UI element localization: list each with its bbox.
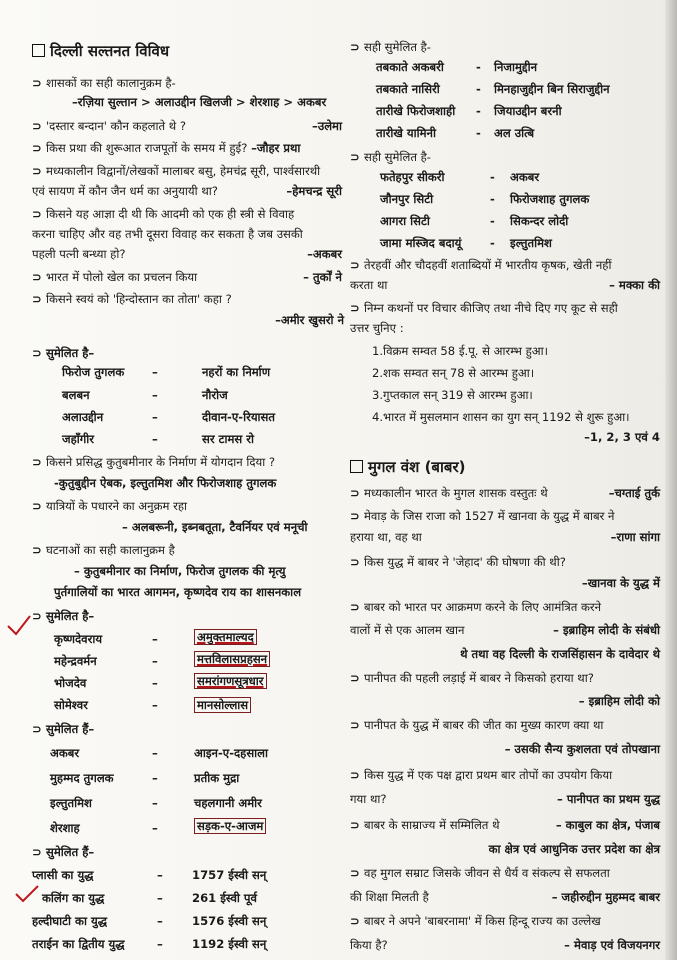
statement-text: 2.शक सम्वत सन् 78 से आरम्भ हुआ।: [372, 366, 535, 380]
match-left: फतेहपुर सीकरी: [380, 170, 445, 184]
question-text: किसने यह आज्ञा दी थी कि आदमी को एक ही स्त्री से विवाह: [46, 207, 295, 221]
match-left: जामा मस्जिद बदायूं: [380, 236, 462, 250]
question: [32, 141, 300, 155]
dash: -: [476, 60, 481, 74]
question: [350, 768, 612, 782]
dash: –: [157, 937, 163, 951]
match-right: [192, 937, 266, 951]
match-row: [62, 432, 94, 446]
question: [350, 555, 566, 569]
question: [32, 292, 232, 306]
question-cont: [32, 227, 303, 241]
match-right-text: अल उत्बि: [494, 126, 535, 140]
bullet-arrow-icon: ⊃: [350, 40, 360, 54]
match-right: [194, 746, 268, 760]
bullet-arrow-icon: ⊃: [350, 718, 360, 732]
bullet-arrow-icon: ⊃: [350, 301, 360, 315]
question-text: शासकों का सही कालानुक्रम है-: [46, 76, 176, 90]
bullet-arrow-icon: ⊃: [32, 845, 42, 859]
question: [350, 914, 601, 928]
match-row: [380, 192, 433, 206]
match-right: [194, 698, 251, 712]
answer-text: –चग्ताई तुर्क: [608, 486, 660, 500]
bullet-arrow-icon: ⊃: [350, 818, 360, 832]
section-heading: [32, 42, 169, 60]
question-text: किसने प्रसिद्ध कुतुबमीनार के निर्माण में योगदान दिया ?: [46, 455, 276, 469]
match-right: [494, 60, 537, 74]
question-text: मेवाड़ के जिस राजा को 1527 में खानवा के युद्ध में बाबर ने: [364, 509, 615, 523]
answer-text: –1, 2, 3 एवं 4: [584, 430, 660, 444]
answer-text: – उसकी सैन्य कुशलता एवं तोपखाना: [504, 742, 660, 756]
match-right-text: अमुक्तमाल्यद: [194, 629, 257, 645]
statement-text: 1.विक्रम सम्वत 58 ई.पू. से आरम्भ हुआ।: [372, 344, 548, 358]
question-text: किया है?: [350, 938, 388, 952]
answer-text: -कुतुबुद्दीन ऐबक, इल्तुतमिश और फिरोजशाह तुगलक: [54, 476, 277, 490]
dash: –: [152, 410, 158, 424]
answer-text: – जहीरुद्दीन मुहम्मद बाबर: [551, 890, 660, 904]
match-left: तारीखे यामिनी: [376, 126, 436, 140]
question-text: वालों में से एक आलम खान: [350, 623, 465, 637]
answer-text: – अलबरूनी, इब्नबतूता, टैवर्नियर एवं मनूची: [122, 520, 308, 534]
match-right-text: समरांगणसूत्रधार: [194, 673, 267, 689]
match-right-text: चहलगानी अमीर: [194, 796, 262, 810]
question-text: किस युद्ध में एक पक्ष द्वारा प्रथम बार तोपों का उपयोग किया: [364, 768, 613, 782]
match-title-text: सुमेलित हैं–: [46, 722, 95, 736]
dash: -: [490, 236, 495, 250]
match-left: मुहम्मद तुगलक: [50, 771, 114, 785]
dash: –: [152, 632, 158, 646]
bullet-arrow-icon: ⊃: [350, 768, 360, 782]
dash: -: [476, 126, 481, 140]
question-text: की शिक्षा मिलती है: [350, 890, 429, 904]
bullet-arrow-icon: ⊃: [32, 609, 42, 623]
answer-text: – कुतुबमीनार का निर्माण, फिरोज तुगलक की मृत्यु: [74, 564, 286, 578]
match-row: [380, 236, 461, 250]
question: [350, 258, 611, 272]
question-text: वह मुगल सम्राट जिसके जीवन से धैर्य व संकल्प से सफलता: [364, 866, 610, 880]
dash: -: [490, 170, 495, 184]
statement-text: 3.गुप्तकाल सन् 319 से आरम्भ हुआ।: [372, 388, 533, 402]
match-row: [62, 388, 90, 402]
bullet-arrow-icon: ⊃: [350, 914, 360, 928]
question-text: यात्रियों के पधारने का अनुक्रम रहा: [46, 499, 188, 513]
dash: –: [157, 914, 163, 928]
dash: -: [476, 82, 481, 96]
match-right-text: निजामुद्दीन: [494, 60, 538, 74]
bullet-arrow-icon: ⊃: [32, 270, 42, 284]
answer: [122, 520, 308, 534]
question-text: एवं सायण में कौन जैन धर्म का अनुयायी था?: [32, 184, 218, 198]
answer-text: – पानीपत का प्रथम युद्ध: [557, 792, 660, 806]
answer-text: – तुर्कों ने: [303, 270, 342, 284]
question: [350, 600, 601, 614]
answer-text: पुर्तगालियों का भारत आगमन, कृष्णदेव राय का शासनकाल: [54, 585, 302, 599]
answer-cont: [350, 842, 660, 856]
match-right: [202, 365, 270, 379]
dash: -: [490, 214, 495, 228]
match-row: [62, 410, 103, 424]
question: [350, 509, 614, 523]
match-row: [54, 654, 97, 668]
question: [32, 119, 344, 133]
match-right-text: जियाउद्दीन बरनी: [494, 104, 562, 118]
match-right: [510, 236, 552, 250]
match-left: इल्तुतमिश: [50, 796, 92, 810]
question: [350, 818, 662, 832]
question-text: निम्न कथनों पर विचार कीजिए तथा नीचे दिए गए कूट से सही: [364, 301, 618, 315]
red-tick-mark: [14, 880, 40, 906]
match-right: [202, 410, 275, 424]
question: [32, 207, 294, 221]
question-text: किसने स्वयं को 'हिन्दोस्तान का तोता' कहा ?: [46, 292, 232, 306]
answer: [54, 476, 276, 490]
bullet-arrow-icon: ⊃: [32, 164, 42, 178]
bullet-arrow-icon: ⊃: [32, 722, 42, 736]
bullet-arrow-icon: ⊃: [350, 486, 360, 500]
match-row: [54, 676, 86, 690]
bullet-arrow-icon: ⊃: [32, 141, 42, 155]
answer-text: का क्षेत्र एवं आधुनिक उत्तर प्रदेश का क्षेत्र: [488, 842, 660, 856]
question-cont: [350, 278, 662, 292]
match-title: [32, 609, 94, 623]
question-text: मध्यकालीन विद्वानों/लेखकों मालाबर बसु, हेमचंद्र सूरी, पार्श्वसारथी: [46, 164, 321, 178]
match-title-text: सुमेलित है–: [46, 609, 95, 623]
question: [350, 301, 618, 315]
match-right: [494, 126, 534, 140]
question: [350, 866, 610, 880]
match-title: [32, 722, 94, 736]
match-left: तारीखे फिरोजशाही: [376, 104, 456, 118]
statement: [372, 344, 548, 358]
dash: –: [152, 771, 158, 785]
dash: -: [476, 104, 481, 118]
match-right-text: मिनहाजुद्दीन बिन सिराजुद्दीन: [494, 82, 610, 96]
match-right-text: सड़क-ए-आजम: [194, 818, 266, 834]
bullet-arrow-icon: ⊃: [350, 866, 360, 880]
match-right-text: 1757 ईस्वी सन्: [192, 868, 267, 882]
bullet-arrow-icon: ⊃: [32, 207, 42, 221]
answer: [32, 313, 344, 327]
answer-text: – काबुल का क्षेत्र, पंजाब: [555, 818, 660, 832]
bullet-arrow-icon: ⊃: [350, 150, 360, 164]
match-right-text: 1576 ईस्वी सन्: [192, 914, 267, 928]
question-text: घटनाओं का सही कालानुक्रम है: [46, 543, 175, 557]
match-right: [494, 82, 610, 96]
question-text: उत्तर चुनिए :: [350, 321, 404, 335]
heading-text: दिल्ली सल्तनत विविध: [50, 42, 170, 60]
answer: [72, 95, 326, 109]
question-text: किस प्रथा की शुरूआत राजपूतों के समय में हुई?: [46, 141, 248, 155]
dash: –: [152, 821, 158, 835]
question-cont: [350, 792, 662, 806]
bullet-arrow-icon: ⊃: [350, 258, 360, 272]
match-row: [50, 746, 79, 760]
dash: -: [490, 192, 495, 206]
question-cont: [32, 184, 344, 198]
question-text: मध्यकालीन भारत के मुगल शासक वस्तुतः थे: [364, 486, 548, 500]
match-left: कृष्णदेवराय: [54, 632, 103, 646]
question-text: करता था: [350, 278, 388, 292]
match-right: [194, 630, 257, 644]
question-cont: [350, 890, 662, 904]
dash: –: [157, 868, 163, 882]
match-left: प्लासी का युद्ध: [32, 868, 94, 882]
red-tick-mark: [6, 612, 32, 638]
match-title-text: सुमेलित हैं–: [46, 845, 95, 859]
match-right: [192, 891, 257, 905]
checkbox-square-icon: [32, 44, 45, 57]
match-left: जहाँगीर: [62, 432, 95, 446]
dash: –: [152, 388, 158, 402]
heading-text: मुगल वंश (बाबर): [368, 458, 466, 476]
answer-text: –उलेमा: [312, 119, 342, 133]
match-right: [194, 819, 266, 833]
match-right: [494, 104, 562, 118]
question-text: 'दस्तार बन्दान' कौन कहलाते थे ?: [46, 119, 187, 133]
match-right: [202, 432, 254, 446]
match-row: [376, 126, 436, 140]
match-right-text: आइन-ए-दहसाला: [194, 746, 269, 760]
answer-text: –अमीर खुसरो ने: [275, 313, 344, 327]
question-text: भारत में पोलो खेल का प्रचलन किया: [46, 270, 198, 284]
match-title-text: सुमेलित है–: [46, 346, 95, 360]
match-right: [192, 868, 266, 882]
question-text: पानीपत के युद्ध में बाबर की जीत का मुख्य कारण क्या था: [364, 718, 604, 732]
match-row: [32, 937, 125, 951]
answer: [350, 576, 660, 590]
question: [350, 671, 594, 685]
match-right: [192, 914, 266, 928]
match-row: [376, 60, 444, 74]
answer-text: –राणा सांगा: [610, 530, 660, 544]
match-right-text: मत्तविलासप्रहसन: [194, 651, 270, 667]
match-title: [32, 845, 94, 859]
match-title-text: सही सुमेलित है-: [364, 150, 431, 164]
dash: –: [152, 365, 158, 379]
match-row: [380, 214, 430, 228]
statement-text: 4.भारत में मुसलमान शासन का युग सन् 1192 से शुरू हुआ।: [372, 410, 630, 424]
question-text: पानीपत की पहली लड़ाई में बाबर ने किसको हराया था?: [364, 671, 594, 685]
match-right-text: प्रतीक मुद्रा: [194, 771, 240, 785]
answer-text: – मक्का की: [609, 278, 660, 292]
answer-text: –खानवा के युद्ध में: [581, 576, 660, 590]
answer-cont: [350, 647, 660, 661]
answer-cont: [54, 585, 301, 599]
match-right: [194, 796, 262, 810]
match-left: अलाउद्दीन: [62, 410, 104, 424]
answer-text: –अकबर: [307, 247, 342, 261]
answer-text: –जौहर प्रथा: [251, 141, 301, 155]
match-right: [194, 674, 267, 688]
match-row: [376, 104, 455, 118]
match-left: तराईन का द्वितीय युद्ध: [32, 937, 125, 951]
match-title: [350, 40, 431, 54]
match-left: तबकाते नासिरी: [376, 82, 440, 96]
question-cont: [350, 623, 662, 637]
match-right-text: सर टामस रो: [202, 432, 255, 446]
match-left: हल्दीघाटी का युद्ध: [32, 914, 107, 928]
question: [350, 486, 662, 500]
question-cont: [350, 938, 662, 952]
question-text: बाबर ने अपने 'बाबरनामा' में किस हिन्दू राज्य का उल्लेख: [364, 914, 601, 928]
question-text: करना चाहिए और वह तभी दूसरा विवाह कर सकता है जब उसकी: [32, 227, 303, 241]
statement: [372, 366, 534, 380]
page-edge-shadow: [665, 0, 677, 960]
question: [350, 718, 603, 732]
dash: –: [152, 676, 158, 690]
match-row: [62, 365, 124, 379]
dash: –: [152, 796, 158, 810]
question: [32, 76, 176, 90]
match-row: [376, 82, 440, 96]
question-text: बाबर के साम्राज्य में सम्मिलित थे: [364, 818, 500, 832]
question-cont: [350, 530, 662, 544]
question-text: किस युद्ध में बाबर ने 'जेहाद' की घोषणा की थी?: [364, 555, 566, 569]
bullet-arrow-icon: ⊃: [32, 76, 42, 90]
match-right: [510, 192, 589, 206]
bullet-arrow-icon: ⊃: [350, 671, 360, 685]
answer: [350, 742, 660, 756]
match-right-text: फिरोजशाह तुगलक: [510, 192, 590, 206]
question: [32, 499, 187, 513]
section-heading: [350, 458, 465, 476]
question-text: हराया था, वह था: [350, 530, 422, 544]
match-right: [194, 652, 270, 666]
match-right-text: मानसोल्लास: [194, 697, 251, 713]
question-cont: [350, 321, 404, 335]
match-left: आगरा सिटी: [380, 214, 430, 228]
match-left: बलबन: [62, 388, 90, 402]
dash: –: [157, 891, 163, 905]
match-left: फिरोज तुगलक: [62, 365, 125, 379]
match-row: [50, 771, 114, 785]
bullet-arrow-icon: ⊃: [350, 509, 360, 523]
question-text: पहली पत्नी बन्ध्या हो?: [32, 247, 126, 261]
match-right: [510, 170, 539, 184]
question-cont: [32, 247, 344, 261]
match-right-text: नौरोज: [202, 388, 228, 402]
answer-text: –हेमचन्द्र सूरी: [286, 184, 342, 198]
answer: [350, 694, 660, 708]
question: [32, 455, 275, 469]
match-right-text: अकबर: [510, 170, 540, 184]
dash: –: [152, 698, 158, 712]
match-row: [32, 914, 107, 928]
question: [32, 164, 320, 178]
match-left: तबकाते अकबरी: [376, 60, 444, 74]
bullet-arrow-icon: ⊃: [32, 346, 42, 360]
match-left: सोमेश्वर: [54, 698, 88, 712]
answer-text: थे तथा वह दिल्ली के राजसिंहासन के दावेदार थे: [460, 647, 660, 661]
bullet-arrow-icon: ⊃: [32, 292, 42, 306]
match-left: जौनपुर सिटी: [380, 192, 434, 206]
match-row: [50, 821, 80, 835]
match-left: भोजदेव: [54, 676, 87, 690]
answer-text: –रज़िया सुल्तान > अलाउद्दीन खिलजी > शेरशाह > अकबर: [72, 95, 327, 109]
match-right-text: इल्तुतमिश: [510, 236, 552, 250]
question-text: बाबर को भारत पर आक्रमण करने के लिए आमंत्रित करने: [364, 600, 602, 614]
question-text: गया था?: [350, 792, 387, 806]
match-title-text: सही सुमेलित है-: [364, 40, 431, 54]
bullet-arrow-icon: ⊃: [32, 119, 42, 133]
statement: [372, 388, 533, 402]
bullet-arrow-icon: ⊃: [32, 455, 42, 469]
bullet-arrow-icon: ⊃: [32, 543, 42, 557]
question: [32, 270, 344, 284]
statement: [372, 410, 630, 424]
match-row: [32, 868, 93, 882]
match-row: [54, 698, 88, 712]
match-title: [32, 346, 94, 360]
dash: –: [152, 746, 158, 760]
match-right-text: नहरों का निर्माण: [202, 365, 271, 379]
bullet-arrow-icon: ⊃: [350, 555, 360, 569]
match-right-text: 1192 ईस्वी सन्: [192, 937, 267, 951]
match-row: [42, 891, 104, 905]
checkbox-square-icon: [350, 460, 363, 473]
answer-text: – मेवाड़ एवं विजयनगर: [564, 938, 660, 952]
match-row: [50, 796, 92, 810]
match-right-text: सिकन्दर लोदी: [510, 214, 569, 228]
bullet-arrow-icon: ⊃: [350, 600, 360, 614]
question-text: तेरहवीं और चौदहवीं शताब्दियों में भारतीय कृषक, खेती नहीं: [364, 258, 612, 272]
answer: [350, 430, 660, 444]
match-right: [202, 388, 228, 402]
match-right: [194, 771, 239, 785]
match-left: कलिंग का युद्ध: [42, 891, 105, 905]
match-right-text: 261 ईस्वी पूर्व: [192, 891, 257, 905]
match-right-text: दीवान-ए-रियासत: [202, 410, 275, 424]
match-left: शेरशाह: [50, 821, 80, 835]
dash: –: [152, 432, 158, 446]
match-right: [510, 214, 568, 228]
bullet-arrow-icon: ⊃: [32, 499, 42, 513]
answer-text: – इब्राहिम लोदी के संबंधी: [553, 623, 660, 637]
match-row: [54, 632, 102, 646]
answer-text: – इब्राहिम लोदी को: [578, 694, 660, 708]
answer: [74, 564, 285, 578]
match-title: [350, 150, 431, 164]
match-left: अकबर: [50, 746, 80, 760]
question: [32, 543, 175, 557]
match-left: महेन्द्रवर्मन: [54, 654, 97, 668]
match-row: [380, 170, 445, 184]
dash: –: [152, 654, 158, 668]
